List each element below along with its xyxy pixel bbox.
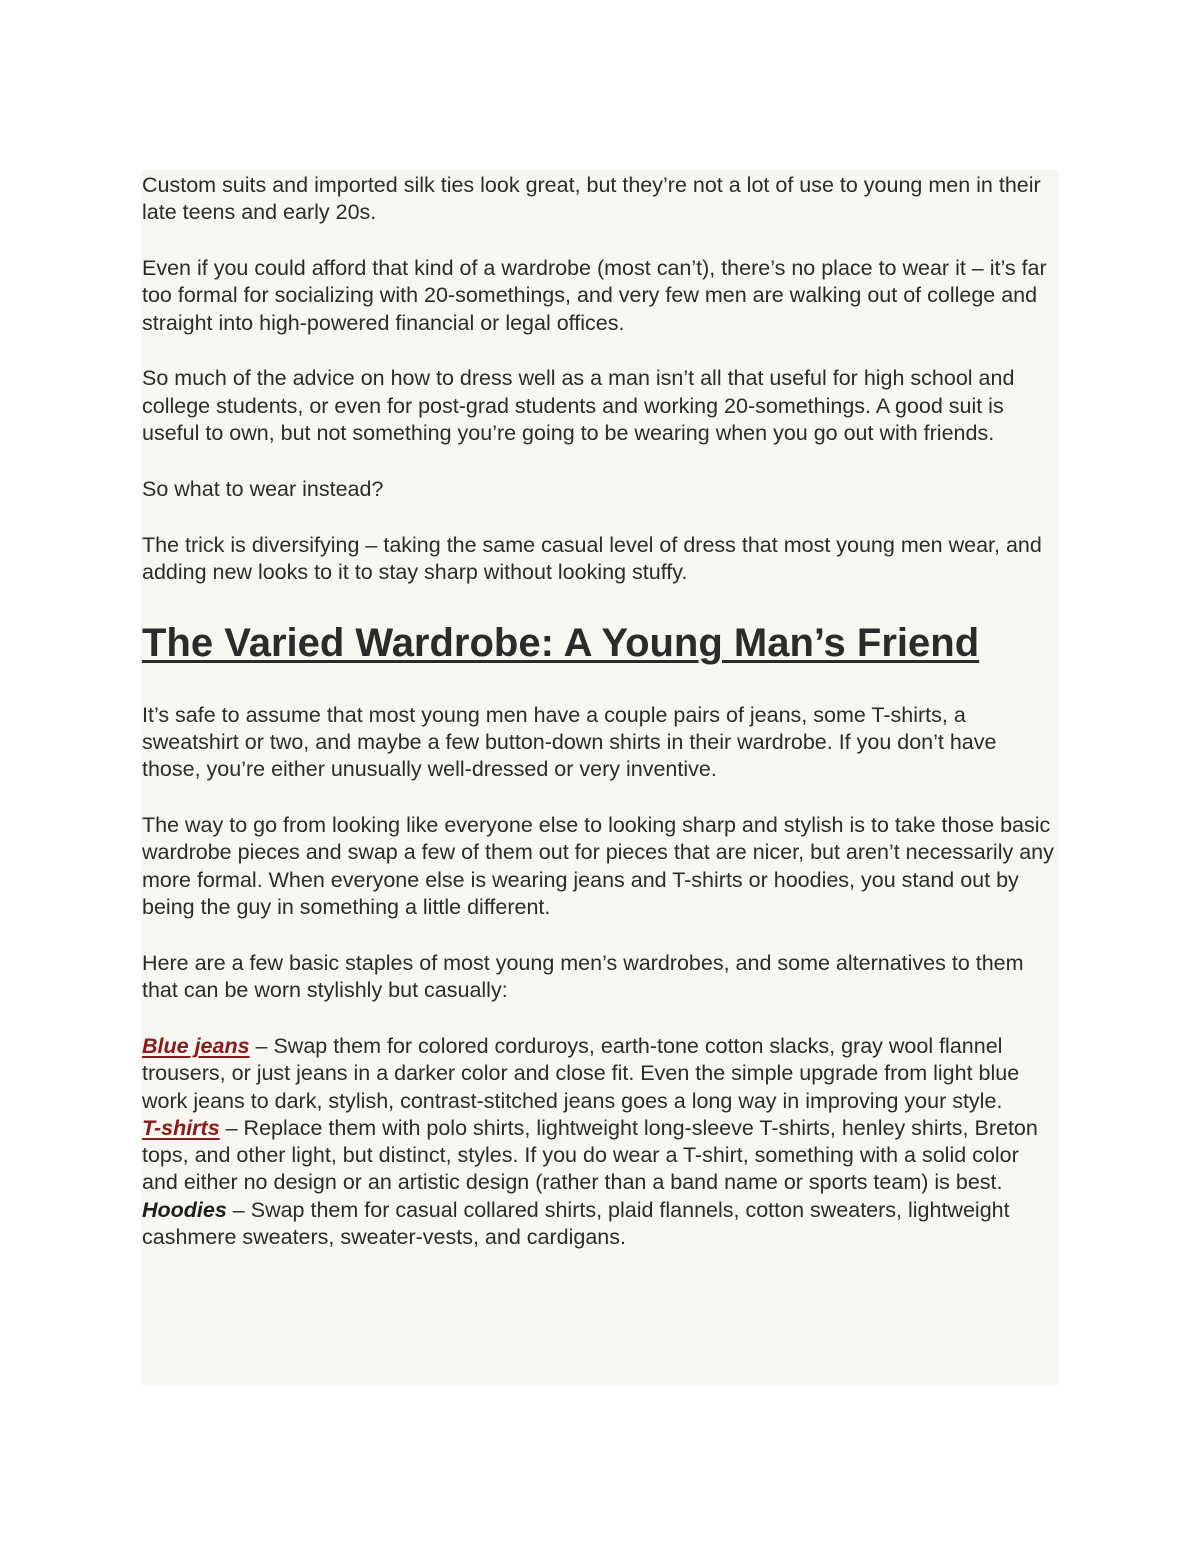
list-item-text: – Swap them for casual collared shirts, plaid flannels, cotton sweaters, lightweight cashmere sweaters, sweater-vests, and cardigans.: [142, 1197, 1010, 1250]
t-shirts-link[interactable]: T-shirts: [142, 1115, 220, 1140]
intro-paragraph-4: So what to wear instead?: [142, 476, 384, 501]
list-item-blue-jeans: [142, 1033, 1059, 1115]
intro-paragraph-5: The trick is diversifying – taking the same casual level of dress that most young men wear, and adding new looks to it to stay sharp without looking stuffy.: [142, 532, 1042, 584]
article-body: [141, 170, 1059, 1385]
hoodies-term: Hoodies: [142, 1197, 227, 1222]
intro-paragraph-3: So much of the advice on how to dress well as a man isn’t all that useful for high school and college students, or even for post-grad students and working 20-somethings. A good suit is useful to own, but not something you’re going to be wearing when you go out with friends.: [142, 366, 1015, 446]
list-item-hoodies: [142, 1197, 1059, 1252]
list-item-text: – Swap them for colored corduroys, earth-tone cotton slacks, gray wool flannel trousers, or just jeans in a darker color and close fit. Even the simple upgrade from light blue work jeans to dark, stylish, contrast-stitched jeans goes a long way in improving your style.: [142, 1033, 1020, 1113]
list-item-t-shirts: [142, 1115, 1059, 1197]
section-paragraph-2: The way to go from looking like everyone else to looking sharp and stylish is to take those basic wardrobe pieces and swap a few of them out for pieces that are nicer, but aren’t necessarily any more formal. When everyone else is wearing jeans and T-shirts or hoodies, you stand out by being the guy in something a little different.: [142, 813, 1054, 920]
intro-paragraph-1: Custom suits and imported silk ties look great, but they’re not a lot of use to young men in their late teens and early 20s.: [142, 173, 1041, 225]
list-item-text: – Replace them with polo shirts, lightweight long-sleeve T-shirts, henley shirts, Breton tops, and other light, but distinct, styles. If you do wear a T-shirt, something with a solid color and either no design or an artistic design (rather than a band name or sports team) is best.: [142, 1115, 1038, 1195]
intro-paragraph-2: Even if you could afford that kind of a wardrobe (most can’t), there’s no place to wear it – it’s far too formal for socializing with 20-somethings, and very few men are walking out of college and straight into high-powered financial or legal offices.: [142, 256, 1047, 335]
blue-jeans-link[interactable]: Blue jeans: [142, 1033, 250, 1058]
section-heading: The Varied Wardrobe: A Young Man’s Friend: [142, 620, 980, 665]
section-paragraph-1: It’s safe to assume that most young men have a couple pairs of jeans, some T-shirts, a sweatshirt or two, and maybe a few button-down shirts in their wardrobe. If you don’t have those, you’re either unusually well-dressed or very inventive.: [142, 702, 997, 782]
section-paragraph-3: Here are a few basic staples of most young men’s wardrobes, and some alternatives to them that can be worn stylishly but casually:: [142, 950, 1024, 1003]
